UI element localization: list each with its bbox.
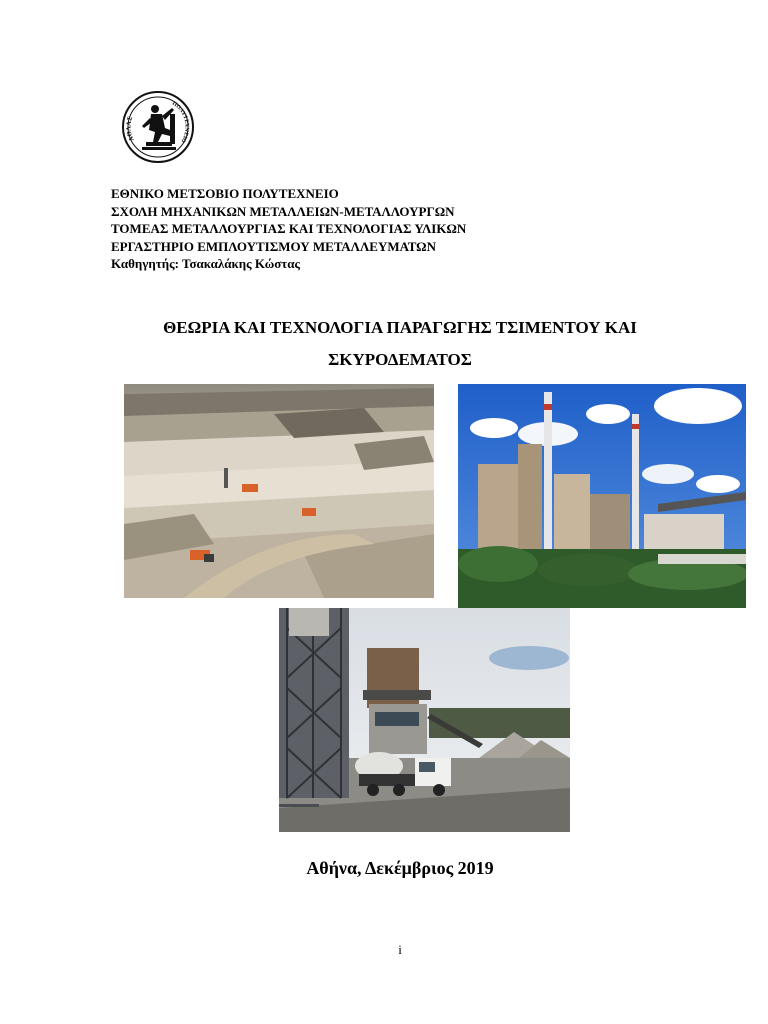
university-name: ΕΘΝΙΚΟ ΜΕΤΣΟΒΙΟ ΠΟΛΥΤΕΧΝΕΙΟ: [111, 186, 339, 201]
title-line-2: ΣΚΥΡΟΔΕΜΑΤΟΣ: [328, 350, 472, 369]
document-title: [80, 312, 720, 376]
laboratory-name: ΕΡΓΑΣΤΗΡΙΟ ΕΜΠΛΟΥΤΙΣΜΟΥ ΜΕΤΑΛΛΕΥΜΑΤΩΝ: [111, 238, 436, 254]
title-line-1: ΘΕΩΡΙΑ ΚΑΙ ΤΕΧΝΟΛΟΓΙΑ ΠΑΡΑΓΩΓΗΣ ΤΣΙΜΕΝΤΟΥ ΚΑΙ: [163, 318, 637, 337]
concrete-batching-plant-photo: [279, 608, 570, 832]
page-number: i: [398, 942, 402, 957]
quarry-photo: [124, 384, 434, 598]
school-name: ΣΧΟΛΗ ΜΗΧΑΝΙΚΩΝ ΜΕΤΑΛΛΕΙΩΝ-ΜΕΤΑΛΛΟΥΡΓΩΝ: [111, 203, 455, 219]
logo-left-text: ΑΘΛΑΣ: [125, 115, 136, 143]
affiliation-block: [111, 185, 466, 273]
date-location: Αθήνα, Δεκέμβριος 2019: [306, 858, 494, 878]
university-logo: [118, 90, 198, 164]
department-name: ΤΟΜΕΑΣ ΜΕΤΑΛΛΟΥΡΓΙΑΣ ΚΑΙ ΤΕΧΝΟΛΟΓΙΑΣ ΥΛΙΚΩΝ: [111, 221, 467, 237]
logo-right-text: ΠΟΛΥΤΕΧΝΕΙΟ: [170, 100, 190, 144]
professor-name: Καθηγητής: Τσακαλάκης Κώστας: [111, 256, 301, 272]
cement-plant-photo: [458, 384, 746, 608]
polytechnic-seal-icon: [118, 90, 198, 164]
